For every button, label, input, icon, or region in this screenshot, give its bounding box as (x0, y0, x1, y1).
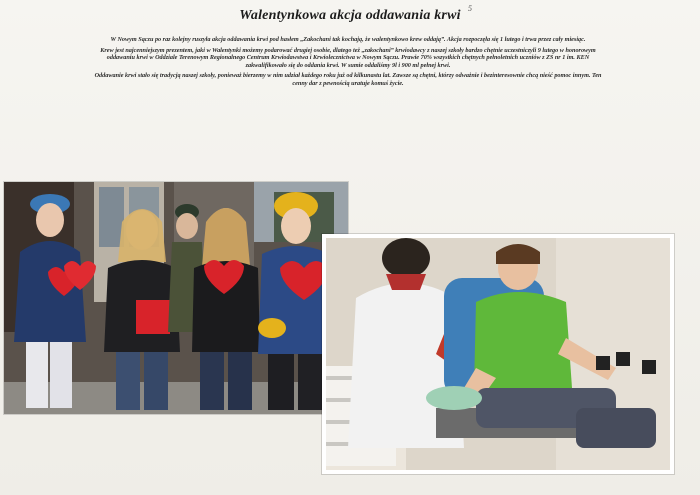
students-photo-illustration (4, 182, 348, 414)
page-title: Walentynkowa akcja oddawania krwi (239, 8, 461, 23)
photo-students-with-flyers (4, 182, 348, 414)
donor-photo-illustration (326, 238, 670, 470)
article-paragraph: W Nowym Sączu po raz kolejny ruszyła akcja oddawania krwi pod hasłem „Zakochani tak kochają, że walentynkowo krew oddają”. Akcja rozpoczęła się 1 lutego i trwa przez cały miesiąc. (110, 36, 586, 43)
article-paragraph: Krew jest najcenniejszym prezentem, jaki w Walentynki możemy podarować drugiej osobie, dlatego też „zakochani” krwiodawcy z naszej szkoły bardzo chętnie uczestniczyli 9 lutego w honorowym oddawaniu krwi w Oddziale Terenowym Regionalnego Centrum Krwiodawstwa i Krwiolecznictwa w Nowym Sączu. Prawie 70% wszystkich chętnych pełnoletnich uczniów z ZS nr 1 im. KEN zakwalifikowało się do oddania krwi. W sumie oddaliśmy 9l i 900 ml pełnej krwi. (100, 46, 596, 69)
page-number: 5 (468, 4, 472, 13)
article-paragraph: Oddawanie krwi stało się tradycją naszej szkoły, ponieważ bierzemy w nim udział każdego roku już od kilkunastu lat. Zawsze są chętni, którzy odważnie i bezinteresownie chcą nieść pomoc innym. Ten cenny dar z pewnością uratuje komuś życie. (94, 72, 602, 87)
article-body (88, 36, 608, 91)
photo-blood-donor (322, 234, 674, 474)
